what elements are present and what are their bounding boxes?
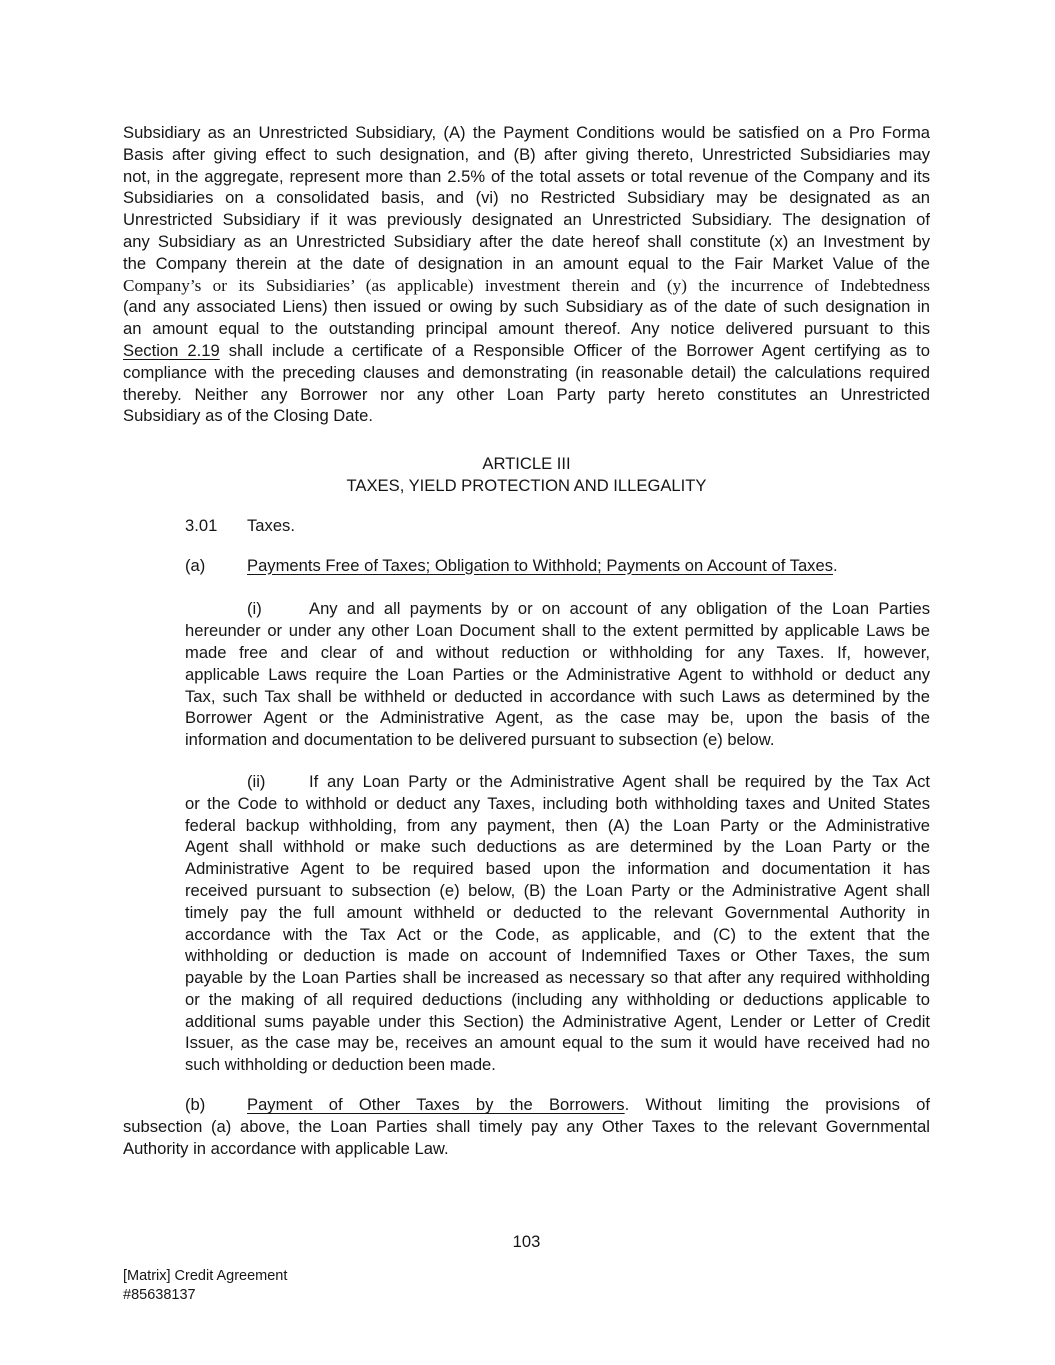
list-marker: (b) <box>185 1095 206 1115</box>
text-segment: Subsidiary as of the Closing Date. <box>123 406 373 426</box>
text-segment: such withholding or deduction been made. <box>185 1055 496 1075</box>
text-segment: . <box>833 555 838 575</box>
text-segment: information and documentation to be delivered pursuant to subsection (e) below. <box>185 730 775 750</box>
text-line <box>123 515 930 537</box>
text-line <box>123 362 930 384</box>
footer <box>123 1267 930 1305</box>
text-line <box>185 815 930 837</box>
text-segment: Authority in accordance with applicable Law. <box>123 1138 449 1158</box>
text-line <box>123 318 930 340</box>
text-line <box>123 296 930 318</box>
text-line <box>185 967 930 989</box>
text-line <box>123 384 930 406</box>
text-segment: subsection (a) above, the Loan Parties shall timely pay any Other Taxes to the relevant Governmental <box>123 1116 930 1136</box>
text-segment: or the Code to withhold or deduct any Taxes, including both withholding taxes and United States <box>185 793 930 813</box>
text-line <box>185 771 930 793</box>
text-segment: timely pay the full amount withheld or deducted to the relevant Governmental Authority in <box>185 902 930 922</box>
subsection-a-heading <box>123 555 930 577</box>
text-line <box>185 945 930 967</box>
text-segment: Subsidiaries on a consolidated basis, and (vi) no Restricted Subsidiary may be designated as an <box>123 188 930 208</box>
footer-doc-title: [Matrix] Credit Agreement <box>123 1268 288 1285</box>
footer-doc-number: #85638137 <box>123 1287 196 1304</box>
text-line <box>185 729 930 751</box>
text-line <box>185 1054 930 1076</box>
text-line <box>185 793 930 815</box>
text-segment: withholding or deduction is made on account of Indemnified Taxes or Other Taxes, the sum <box>185 946 930 966</box>
text-line <box>185 989 930 1011</box>
text-segment: Company’s or its Subsidiaries’ (as applicable) investment therein and (y) the incurrence of Indebtedness <box>123 275 930 295</box>
underlined-text: Section 2.19 <box>123 340 220 360</box>
text-segment: or the making of all required deductions (including any withholding or deductions applicable to <box>185 989 930 1009</box>
text-segment: payable by the Loan Parties shall be increased as necessary so that after any required withholding <box>185 968 930 988</box>
paragraph-intro <box>123 122 930 427</box>
text-segment: . Without limiting the provisions of <box>624 1095 930 1115</box>
text-segment: If any Loan Party or the Administrative Agent shall be required by the Tax Act <box>309 771 930 791</box>
text-segment: applicable Laws require the Loan Parties or the Administrative Agent to withhold or deduct any <box>185 664 930 684</box>
text-line <box>123 166 930 188</box>
text-line <box>123 122 930 144</box>
text-segment: thereby. Neither any Borrower nor any other Loan Party party hereto constitutes an Unrestricted <box>123 384 930 404</box>
text-line <box>123 1094 930 1116</box>
text-segment: Subsidiary as an Unrestricted Subsidiary, (A) the Payment Conditions would be satisfied on a Pro Forma <box>123 123 930 142</box>
article-title: ARTICLE III <box>482 454 571 474</box>
subsection-b-paragraph <box>123 1094 930 1159</box>
text-line <box>123 187 930 209</box>
underlined-text: Payments Free of Taxes; Obligation to Withhold; Payments on Account of Taxes <box>247 555 834 575</box>
text-line <box>185 620 930 642</box>
text-line <box>185 642 930 664</box>
text-line <box>123 253 930 275</box>
text-line <box>185 686 930 708</box>
page-content <box>123 0 930 1305</box>
text-segment: any Subsidiary as an Unrestricted Subsidiary after the date hereof shall constitute (x) an Investment by <box>123 231 930 251</box>
text-line <box>123 340 930 362</box>
text-segment: Taxes. <box>247 515 295 535</box>
text-line <box>123 144 930 166</box>
clause-ii-paragraph <box>185 771 930 1076</box>
text-segment: additional sums payable under this Section) the Administrative Agent, Lender or Letter of Credit <box>185 1011 930 1031</box>
text-segment: an amount equal to the outstanding principal amount thereof. Any notice delivered pursuant to this <box>123 319 930 339</box>
list-marker: (a) <box>185 555 206 575</box>
text-segment: Borrower Agent or the Administrative Agent, as the case may be, upon the basis of the <box>185 708 930 728</box>
text-segment: made free and clear of and without reduction or withholding for any Taxes. If, however, <box>185 642 930 662</box>
text-line <box>123 1116 930 1138</box>
list-marker: 3.01 <box>185 515 218 535</box>
text-line <box>123 1138 930 1160</box>
text-segment: Administrative Agent to be required based upon the information and documentation it has <box>185 859 930 879</box>
text-line <box>185 858 930 880</box>
text-line <box>123 555 930 577</box>
section-3-01-heading <box>123 515 930 537</box>
text-line <box>185 707 930 729</box>
text-segment: federal backup withholding, from any payment, then (A) the Loan Party or the Administrative <box>185 815 930 835</box>
text-segment: shall include a certificate of a Responsible Officer of the Borrower Agent certifying as to <box>219 340 930 360</box>
text-segment: accordance with the Tax Act or the Code, as applicable, and (C) to the extent that the <box>185 924 930 944</box>
text-segment: Issuer, as the case may be, receives an amount equal to the sum it would have received had no <box>185 1033 930 1053</box>
text-segment: compliance with the preceding clauses and demonstrating (in reasonable detail) the calculations required <box>123 362 930 382</box>
text-segment: Tax, such Tax shall be withheld or deducted in accordance with such Laws as determined by the <box>185 686 930 706</box>
text-segment: not, in the aggregate, represent more than 2.5% of the total assets or total revenue of the Company and its <box>123 166 930 186</box>
list-marker: (ii) <box>247 771 266 791</box>
text-segment: Basis after giving effect to such designation, and (B) after giving thereto, Unrestricted Subsidiaries may <box>123 144 930 164</box>
text-line <box>123 275 930 297</box>
text-line <box>123 231 930 253</box>
text-segment: Any and all payments by or on account of any obligation of the Loan Parties <box>309 599 930 619</box>
text-line <box>185 598 930 620</box>
list-marker: (i) <box>247 599 262 619</box>
clause-i-paragraph <box>185 598 930 751</box>
text-segment: hereunder or under any other Loan Document shall to the extent permitted by applicable Laws be <box>185 621 930 641</box>
text-line <box>185 902 930 924</box>
page-number: 103 <box>512 1232 541 1252</box>
text-segment: (and any associated Liens) then issued or owing by such Subsidiary as of the date of such designation in <box>123 297 930 317</box>
text-line <box>185 836 930 858</box>
text-line <box>185 924 930 946</box>
article-subtitle: TAXES, YIELD PROTECTION AND ILLEGALITY <box>346 475 707 495</box>
text-segment: Unrestricted Subsidiary if it was previously designated an Unrestricted Subsidiary. The designation of <box>123 210 930 230</box>
text-line <box>185 1011 930 1033</box>
text-line <box>123 405 930 427</box>
article-heading <box>123 453 930 497</box>
text-line <box>185 664 930 686</box>
text-segment: Agent shall withhold or make such deductions as are determined by the Loan Party or the <box>185 837 930 857</box>
text-line <box>123 209 930 231</box>
text-segment: received pursuant to subsection (e) below, (B) the Loan Party or the Administrative Agent shall <box>185 880 930 900</box>
text-line <box>185 880 930 902</box>
text-line <box>185 1032 930 1054</box>
text-segment: the Company therein at the date of designation in an amount equal to the Fair Market Value of the <box>123 253 930 273</box>
underlined-text: Payment of Other Taxes by the Borrowers <box>247 1095 625 1115</box>
